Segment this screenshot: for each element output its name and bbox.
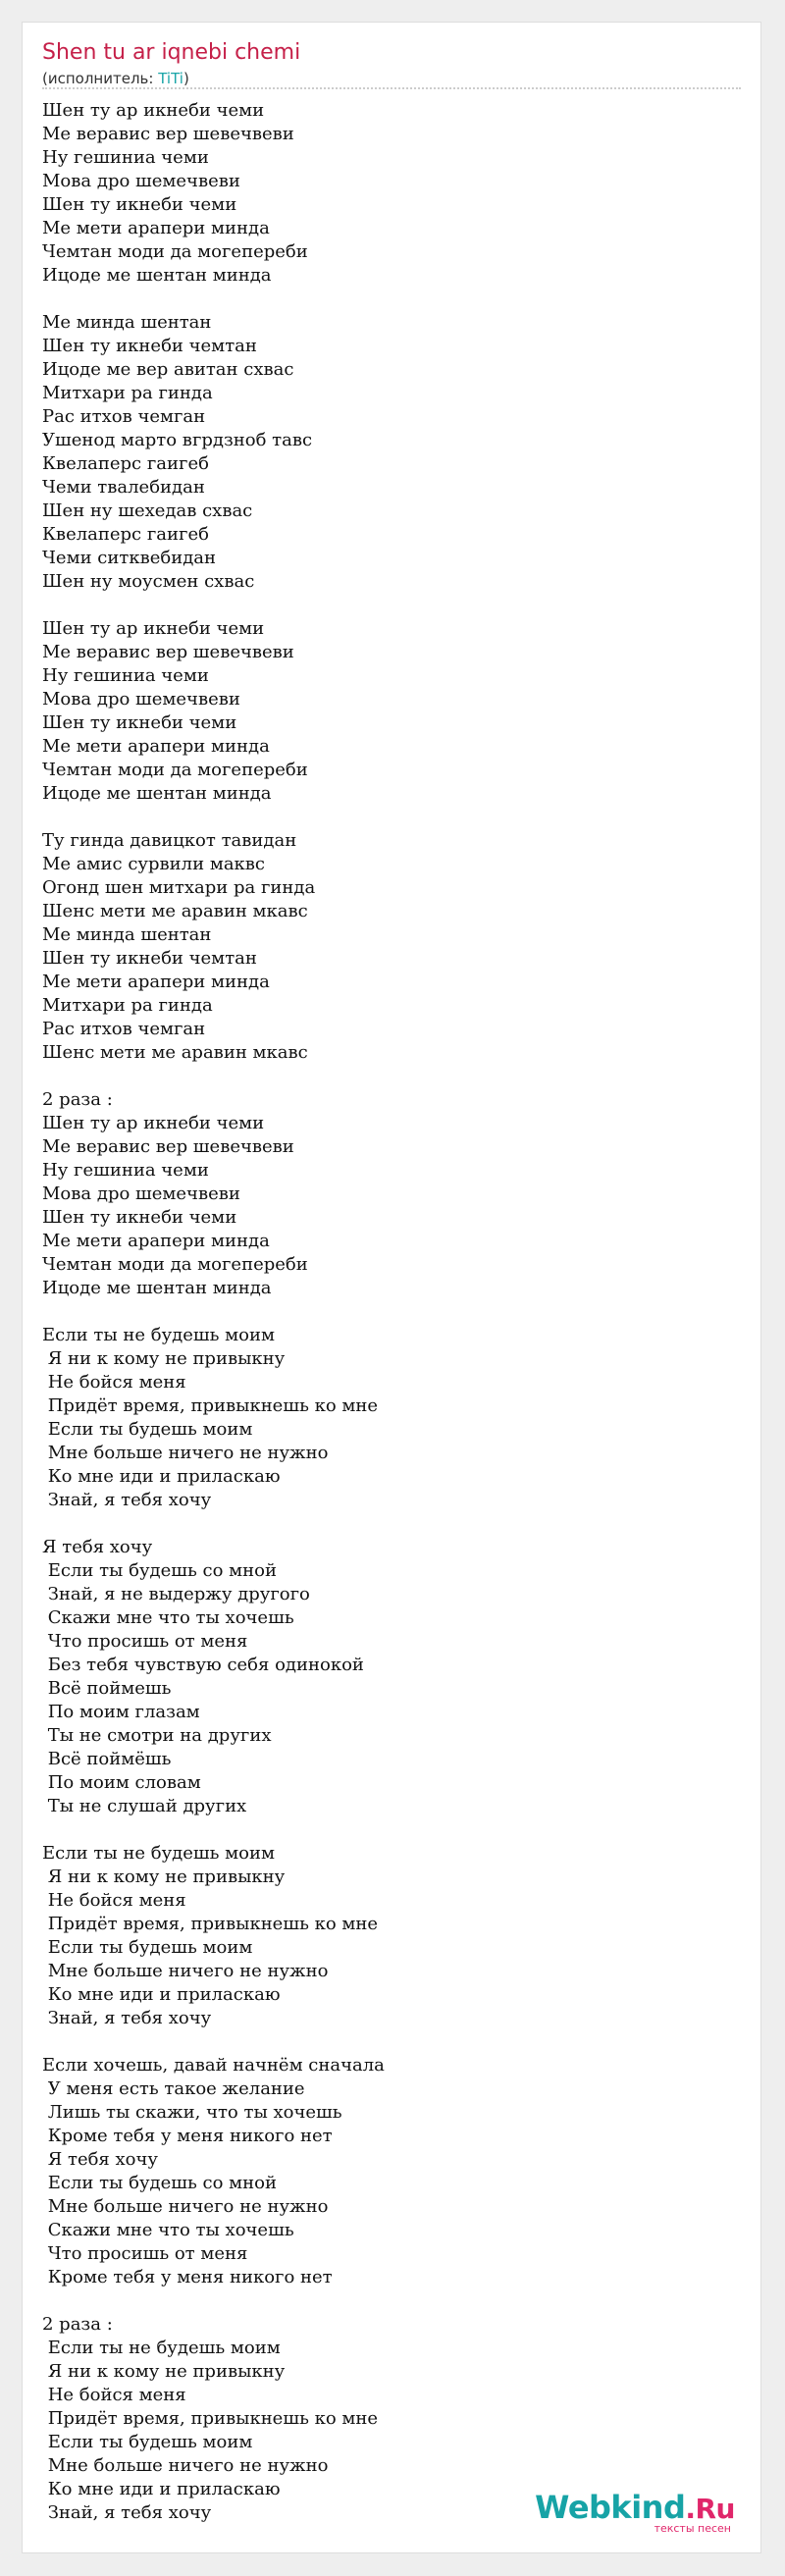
lyric-line: Кроме тебя у меня никого нет [42,2126,333,2146]
lyric-line [42,2289,385,2313]
lyric-line: Мова дро шемечвеви [42,171,240,191]
lyric-line: Ме веравис вер шевечвеви [42,124,294,144]
lyric-line: Шен ту икнеби чемтан [42,336,257,356]
lyric-line: Скажи мне что ты хочешь [42,2220,294,2240]
lyric-line: Огонд шен митхари ра гинда [42,877,316,898]
lyric-line: Всё поймешь [42,1678,172,1699]
lyric-line: Мова дро шемечвеви [42,689,240,710]
lyric-line: Не бойся меня [42,1372,186,1393]
lyric-line: Я тебя хочу [42,1537,153,1557]
lyric-line: Митхари ра гинда [42,995,213,1016]
lyric-line: Шен ту ар икнеби чеми [42,618,265,639]
lyric-line: По моим словам [42,1772,201,1793]
lyric-line: Ко мне иди и приласкаю [42,1984,281,2005]
lyric-line: Ме мети арапери минда [42,736,270,757]
lyric-line: Ушенод марто вгрдзноб тавс [42,430,313,450]
lyric-line: Ме минда шентан [42,924,212,945]
lyric-line: Знай, я тебя хочу [42,2008,212,2028]
lyric-line: Если хочешь, давай начнём сначала [42,2055,385,2076]
lyric-line: Ты не смотри на других [42,1725,272,1746]
artist-prefix: (исполнитель: [42,70,159,87]
lyric-line: Мне больше ничего не нужно [42,1961,329,1981]
lyric-line: Ицоде ме шентан минда [42,265,272,286]
lyric-line [42,1300,385,1324]
lyric-line: Рас итхов чемган [42,406,206,427]
lyric-line [42,806,385,829]
lyric-line: Если ты будешь моим [42,1937,253,1958]
logo-tagline: тексты песен [654,2522,731,2535]
lyric-line: Я тебя хочу [42,2149,158,2170]
lyric-line: Шен ту икнеби чеми [42,712,237,733]
lyric-line: Ме амис сурвили маквс [42,854,266,874]
lyric-line: Ме мети арапери минда [42,972,270,992]
lyric-line: Мне больше ничего не нужно [42,2196,329,2217]
lyric-line: У меня есть такое желание [42,2078,305,2099]
lyric-line: Чемтан моди да могепереби [42,1254,308,1275]
lyric-line: Скажи мне что ты хочешь [42,1607,294,1628]
lyric-line: Рас итхов чемган [42,1019,206,1039]
site-logo[interactable] [535,2489,735,2535]
lyric-line: Чемтан моди да могепереби [42,760,308,780]
lyric-line: Лишь ты скажи, что ты хочешь [42,2102,342,2123]
lyric-line: Шен ту икнеби чемтан [42,948,257,969]
lyric-line [42,1512,385,1536]
lyric-line: Квелаперс гаигеб [42,524,209,545]
lyric-line: Знай, я тебя хочу [42,1490,212,1510]
lyric-line: Придёт время, привыкнешь ко мне [42,2408,379,2429]
lyric-line: Я ни к кому не привыкну [42,2361,286,2382]
lyric-line: Если ты будешь со мной [42,1560,277,1581]
lyric-line: Если ты не будешь моим [42,1325,276,1345]
lyric-line: Ко мне иди и приласкаю [42,2479,281,2499]
lyric-line: Мне больше ничего не нужно [42,1443,329,1463]
lyric-line [42,594,385,617]
artist-link[interactable]: TiTi [158,70,183,87]
lyric-line: Чемтан моди да могепереби [42,241,308,262]
lyric-line: Знай, я не выдержу другого [42,1584,310,1604]
lyric-line: Я ни к кому не привыкну [42,1866,286,1887]
lyric-line: Ко мне иди и приласкаю [42,1466,281,1487]
lyric-line: Чеми твалебидан [42,477,205,498]
lyric-line: Мне больше ничего не нужно [42,2455,329,2476]
logo-tld: .Ru [685,2493,735,2525]
lyric-line: Придёт время, привыкнешь ко мне [42,1395,379,1416]
lyric-line [42,2030,385,2054]
lyric-line: Ицоде ме шентан минда [42,783,272,804]
lyric-line: Придёт время, привыкнешь ко мне [42,1914,379,1934]
lyric-line: Шен ну шехедав схвас [42,500,253,521]
lyric-line: Шен ту ар икнеби чеми [42,100,265,121]
lyric-line: Не бойся меня [42,1890,186,1911]
lyric-line: Шен ту ар икнеби чеми [42,1113,265,1133]
lyric-line: Митхари ра гинда [42,383,213,403]
lyric-line: Шенс мети ме аравин мкавс [42,1042,308,1063]
lyrics-card [22,22,761,2553]
song-title: Shen tu ar iqnebi chemi [42,40,301,65]
logo-word: Webkind [535,2489,686,2526]
lyric-line: Если ты будешь моим [42,1419,253,1440]
lyric-line: Если ты не будешь моим [42,1843,276,1864]
lyric-line: Знай, я тебя хочу [42,2502,212,2523]
dotted-divider [42,87,741,89]
lyric-line: Шенс мети ме аравин мкавс [42,901,308,921]
lyric-line: Если ты не будешь моим [42,2338,281,2358]
lyric-line: Шен ту икнеби чеми [42,194,237,215]
lyric-line: Если ты будешь со мной [42,2173,277,2193]
lyric-line: Что просишь от меня [42,1631,248,1652]
artist-suffix: ) [183,70,189,87]
lyrics-text [42,99,385,2525]
lyric-line: Не бойся меня [42,2385,186,2405]
lyric-line: Без тебя чувствую себя одинокой [42,1655,364,1675]
lyric-line: 2 раза : [42,2314,113,2335]
lyric-line: Ты не слушай других [42,1796,247,1816]
lyric-line: Чеми ситквебидан [42,548,217,568]
lyric-line: Кроме тебя у меня никого нет [42,2267,333,2287]
lyric-line: Если ты будешь моим [42,2432,253,2452]
lyric-line: Ту гинда давицкот тавидан [42,830,297,851]
lyric-line: Шен ту икнеби чеми [42,1207,237,1228]
lyric-line: Ме мети арапери минда [42,218,270,238]
lyric-line: Ме веравис вер шевечвеви [42,1136,294,1157]
lyric-line [42,1818,385,1842]
lyric-line: Ме минда шентан [42,312,212,333]
lyric-line: Я ни к кому не привыкну [42,1348,286,1369]
lyric-line: Ну гешиниа чеми [42,665,209,686]
lyric-line: По моим глазам [42,1702,200,1722]
lyric-line: Ме веравис вер шевечвеви [42,642,294,662]
lyric-line [42,1065,385,1088]
lyric-line: Всё поймёшь [42,1749,172,1769]
lyric-line: Что просишь от меня [42,2243,248,2264]
lyric-line: Ну гешиниа чеми [42,1160,209,1181]
lyric-line [42,288,385,311]
lyric-line: Квелаперс гаигеб [42,453,209,474]
lyric-line: Ну гешиниа чеми [42,147,209,168]
lyric-line: 2 раза : [42,1089,113,1110]
lyric-line: Ицоде ме шентан минда [42,1278,272,1298]
lyric-line: Ицоде ме вер авитан схвас [42,359,294,380]
artist-line [42,70,189,87]
lyric-line: Мова дро шемечвеви [42,1183,240,1204]
lyric-line: Ме мети арапери минда [42,1231,270,1251]
lyric-line: Шен ну моусмен схвас [42,571,255,592]
